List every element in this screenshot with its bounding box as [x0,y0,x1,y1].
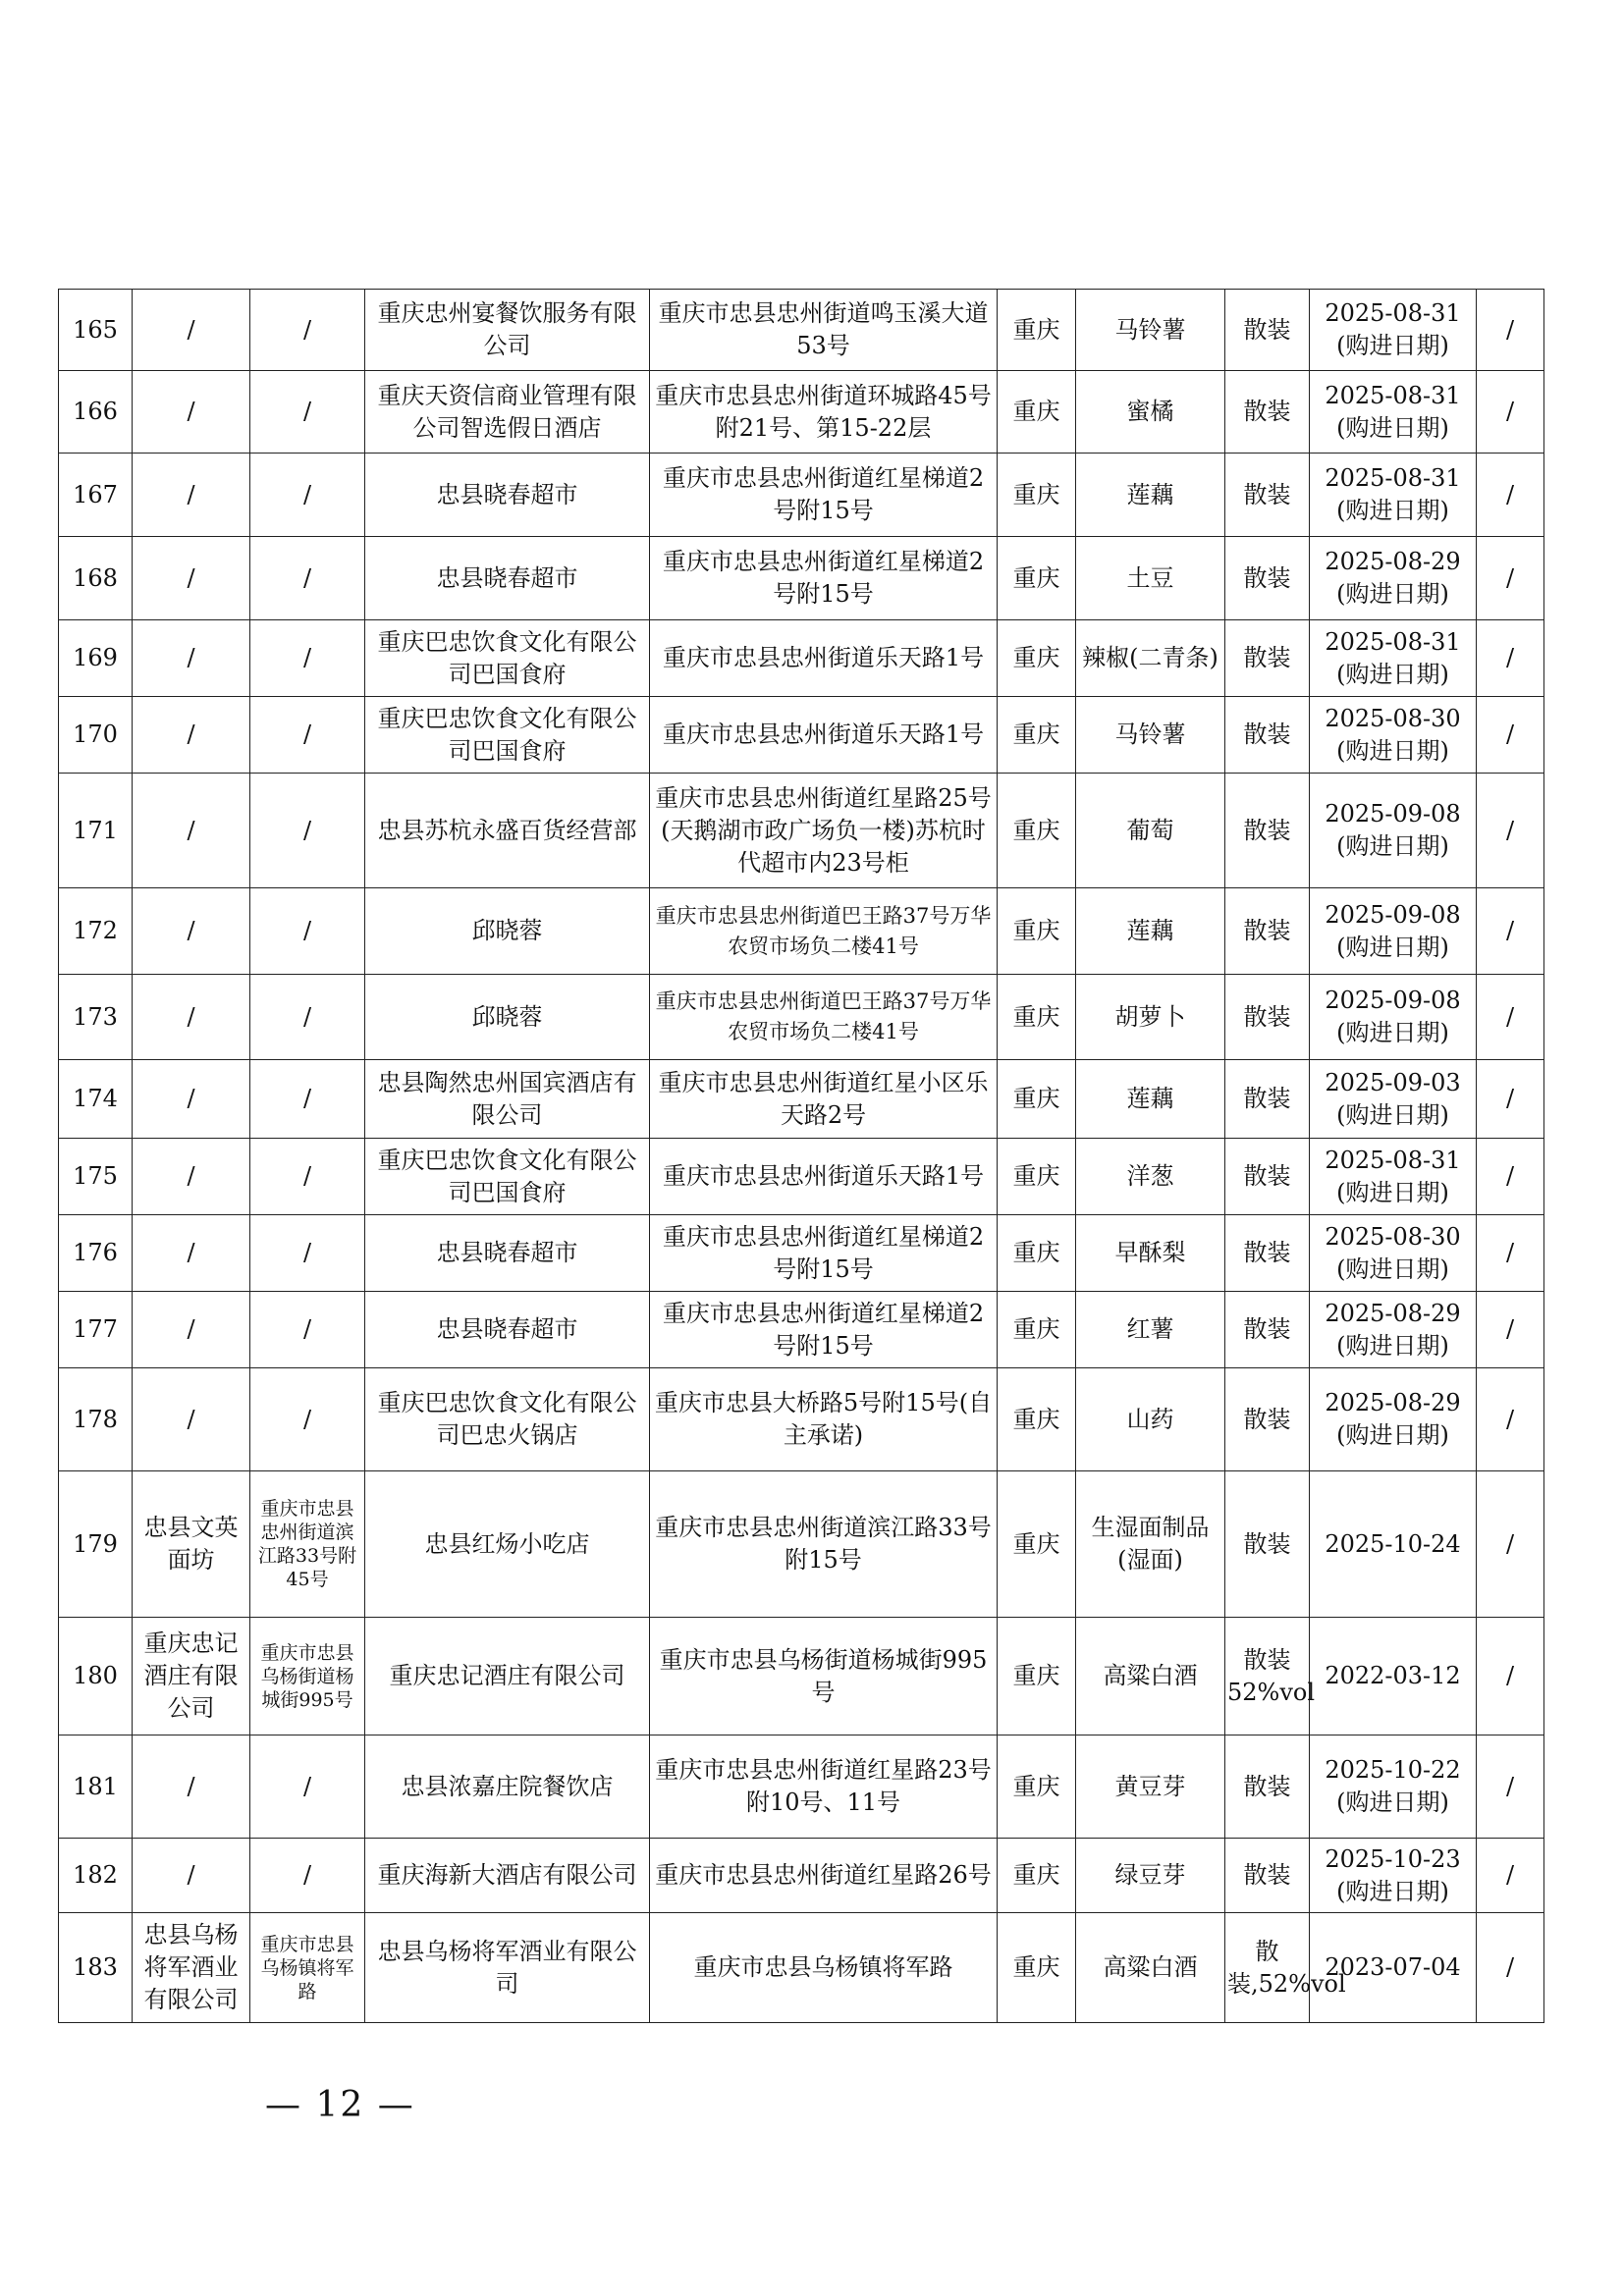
seller-address: 重庆市忠县忠州街道巴王路37号万华农贸市场负二楼41号 [650,975,998,1060]
batch-number: / [1477,1060,1544,1139]
producer-address: / [250,454,365,537]
seller-name: 重庆巴忠饮食文化有限公司巴忠火锅店 [365,1368,650,1471]
producer-name: / [133,290,250,371]
date-note: (购进日期) [1336,1255,1449,1283]
producer-name: / [133,1839,250,1913]
production-date [1310,537,1477,620]
row-number: 170 [59,697,133,774]
seller-name: 忠县浓嘉庄院餐饮店 [365,1735,650,1839]
production-date [1310,975,1477,1060]
seller-name: 忠县苏杭永盛百货经营部 [365,774,650,888]
seller-address: 重庆市忠县大桥路5号附15号(自主承诺) [650,1368,998,1471]
seller-address: 重庆市忠县忠州街道滨江路33号附15号 [650,1471,998,1618]
producer-address: / [250,1735,365,1839]
seller-address: 重庆市忠县忠州街道红星梯道2号附15号 [650,1292,998,1368]
region: 重庆 [998,975,1076,1060]
producer-name: / [133,1139,250,1215]
food-name: 早酥梨 [1076,1215,1225,1292]
seller-name: 重庆巴忠饮食文化有限公司巴国食府 [365,697,650,774]
seller-name: 忠县红炀小吃店 [365,1471,650,1618]
date-note: (购进日期) [1336,497,1449,524]
food-name: 黄豆芽 [1076,1735,1225,1839]
row-number: 177 [59,1292,133,1368]
region: 重庆 [998,1292,1076,1368]
seller-address: 重庆市忠县忠州街道红星路25号(天鹅湖市政广场负一楼)苏杭时代超市内23号柜 [650,774,998,888]
producer-name: / [133,371,250,454]
batch-number: / [1477,1618,1544,1735]
date-value: 2025-09-03 [1325,1068,1461,1096]
region: 重庆 [998,774,1076,888]
specification: 散装 [1225,697,1310,774]
batch-number: / [1477,888,1544,975]
date-value: 2023-07-04 [1325,1953,1461,1981]
producer-address: 重庆市忠县乌杨街道杨城街995号 [250,1618,365,1735]
row-number: 171 [59,774,133,888]
food-name: 莲藕 [1076,454,1225,537]
table-row [59,1368,1544,1471]
producer-address: / [250,888,365,975]
row-number: 174 [59,1060,133,1139]
batch-number: / [1477,620,1544,697]
table-row [59,888,1544,975]
food-name: 生湿面制品(湿面) [1076,1471,1225,1618]
specification: 散装 [1225,1368,1310,1471]
date-value: 2025-10-22 [1325,1756,1461,1784]
producer-address: / [250,290,365,371]
date-value: 2025-08-29 [1325,548,1461,575]
specification: 散装 [1225,1839,1310,1913]
table-row [59,1839,1544,1913]
food-name: 山药 [1076,1368,1225,1471]
food-name: 莲藕 [1076,888,1225,975]
region: 重庆 [998,537,1076,620]
specification: 散装 [1225,1060,1310,1139]
seller-address: 重庆市忠县忠州街道红星路23号附10号、11号 [650,1735,998,1839]
specification: 散装 [1225,975,1310,1060]
production-date [1310,1913,1477,2023]
date-note: (购进日期) [1336,1019,1449,1046]
producer-address: / [250,975,365,1060]
table-row [59,1139,1544,1215]
food-name: 马铃薯 [1076,697,1225,774]
date-value: 2025-10-24 [1325,1529,1461,1558]
seller-address: 重庆市忠县忠州街道鸣玉溪大道53号 [650,290,998,371]
seller-name: 重庆忠记酒庄有限公司 [365,1618,650,1735]
date-value: 2025-08-31 [1325,381,1461,409]
date-value: 2025-08-30 [1325,704,1461,732]
row-number: 165 [59,290,133,371]
producer-name: / [133,1735,250,1839]
date-note: (购进日期) [1336,933,1449,961]
food-name: 土豆 [1076,537,1225,620]
date-note: (购进日期) [1336,832,1449,860]
food-name: 辣椒(二青条) [1076,620,1225,697]
row-number: 179 [59,1471,133,1618]
production-date [1310,290,1477,371]
region: 重庆 [998,1139,1076,1215]
seller-address: 重庆市忠县忠州街道红星梯道2号附15号 [650,1215,998,1292]
batch-number: / [1477,290,1544,371]
table-row [59,1215,1544,1292]
table-row [59,620,1544,697]
production-date [1310,774,1477,888]
producer-name: / [133,888,250,975]
batch-number: / [1477,1471,1544,1618]
seller-address: 重庆市忠县忠州街道红星梯道2号附15号 [650,454,998,537]
specification: 散装 [1225,1292,1310,1368]
seller-address: 重庆市忠县乌杨镇将军路 [650,1913,998,2023]
specification: 散装 [1225,290,1310,371]
producer-name: / [133,537,250,620]
date-value: 2025-08-30 [1325,1222,1461,1251]
date-value: 2025-08-31 [1325,464,1461,492]
sampling-results-table [58,289,1544,2023]
region: 重庆 [998,1215,1076,1292]
seller-name: 忠县晓春超市 [365,454,650,537]
date-value: 2025-08-29 [1325,1299,1461,1327]
batch-number: / [1477,1913,1544,2023]
date-note: (购进日期) [1336,1331,1449,1360]
row-number: 175 [59,1139,133,1215]
seller-name: 重庆巴忠饮食文化有限公司巴国食府 [365,1139,650,1215]
table-row [59,1618,1544,1735]
row-number: 183 [59,1913,133,2023]
seller-name: 忠县乌杨将军酒业有限公司 [365,1913,650,2023]
seller-name: 忠县晓春超市 [365,1215,650,1292]
producer-address: 重庆市忠县忠州街道滨江路33号附45号 [250,1471,365,1618]
food-name: 葡萄 [1076,774,1225,888]
seller-address: 重庆市忠县忠州街道乐天路1号 [650,697,998,774]
seller-name: 忠县陶然忠州国宾酒店有限公司 [365,1060,650,1139]
specification: 散装 [1225,888,1310,975]
batch-number: / [1477,1368,1544,1471]
specification: 散装 [1225,1215,1310,1292]
production-date [1310,888,1477,975]
producer-name: / [133,1215,250,1292]
production-date [1310,1471,1477,1618]
row-number: 182 [59,1839,133,1913]
producer-address: / [250,1215,365,1292]
date-note: (购进日期) [1336,1789,1449,1816]
date-value: 2025-09-08 [1325,800,1461,828]
producer-address: / [250,774,365,888]
food-name: 红薯 [1076,1292,1225,1368]
seller-name: 忠县晓春超市 [365,1292,650,1368]
seller-name: 重庆天资信商业管理有限公司智选假日酒店 [365,371,650,454]
specification: 散装 [1225,454,1310,537]
batch-number: / [1477,454,1544,537]
production-date [1310,1215,1477,1292]
seller-address: 重庆市忠县乌杨街道杨城街995号 [650,1618,998,1735]
batch-number: / [1477,1215,1544,1292]
date-note: (购进日期) [1336,1877,1449,1905]
date-note: (购进日期) [1336,1178,1449,1206]
seller-address: 重庆市忠县忠州街道红星路26号 [650,1839,998,1913]
producer-address: / [250,537,365,620]
date-value: 2025-08-29 [1325,1389,1461,1416]
production-date [1310,454,1477,537]
table-row [59,537,1544,620]
producer-name: / [133,774,250,888]
batch-number: / [1477,1292,1544,1368]
specification: 散装 [1225,371,1310,454]
seller-address: 重庆市忠县忠州街道乐天路1号 [650,1139,998,1215]
date-note: (购进日期) [1336,1421,1449,1449]
specification: 散装 [1225,1735,1310,1839]
producer-address: / [250,1292,365,1368]
food-name: 胡萝卜 [1076,975,1225,1060]
specification: 散装 [1225,774,1310,888]
row-number: 181 [59,1735,133,1839]
producer-name: 忠县文英面坊 [133,1471,250,1618]
date-value: 2025-08-31 [1325,299,1461,327]
region: 重庆 [998,1368,1076,1471]
table-row [59,371,1544,454]
seller-name: 邱晓蓉 [365,888,650,975]
date-note: (购进日期) [1336,736,1449,765]
date-value: 2025-09-08 [1325,987,1461,1014]
production-date [1310,1839,1477,1913]
specification: 散装 [1225,1471,1310,1618]
producer-address: / [250,371,365,454]
table-row [59,975,1544,1060]
region: 重庆 [998,1060,1076,1139]
region: 重庆 [998,1913,1076,2023]
date-note: (购进日期) [1336,332,1449,359]
producer-address: / [250,620,365,697]
table-row [59,1471,1544,1618]
table-row [59,774,1544,888]
specification: 散装 [1225,1139,1310,1215]
production-date [1310,1368,1477,1471]
row-number: 180 [59,1618,133,1735]
row-number: 178 [59,1368,133,1471]
producer-name: / [133,697,250,774]
food-name: 高粱白酒 [1076,1618,1225,1735]
producer-address: / [250,1839,365,1913]
batch-number: / [1477,975,1544,1060]
producer-address: / [250,1139,365,1215]
date-value: 2025-09-08 [1325,900,1461,929]
producer-address: / [250,697,365,774]
row-number: 176 [59,1215,133,1292]
batch-number: / [1477,1139,1544,1215]
date-value: 2025-08-31 [1325,627,1461,656]
date-note: (购进日期) [1336,413,1449,442]
producer-name: / [133,1368,250,1471]
seller-address: 重庆市忠县忠州街道环城路45号附21号、第15-22层 [650,371,998,454]
table-row [59,290,1544,371]
specification: 散装 [1225,537,1310,620]
specification: 散装 [1225,620,1310,697]
date-note: (购进日期) [1336,660,1449,688]
producer-address: / [250,1060,365,1139]
seller-name: 重庆巴忠饮食文化有限公司巴国食府 [365,620,650,697]
region: 重庆 [998,888,1076,975]
region: 重庆 [998,620,1076,697]
row-number: 172 [59,888,133,975]
production-date [1310,697,1477,774]
producer-name: / [133,620,250,697]
food-name: 绿豆芽 [1076,1839,1225,1913]
seller-address: 重庆市忠县忠州街道巴王路37号万华农贸市场负二楼41号 [650,888,998,975]
producer-name: 重庆忠记酒庄有限公司 [133,1618,250,1735]
producer-address: 重庆市忠县乌杨镇将军路 [250,1913,365,2023]
batch-number: / [1477,537,1544,620]
producer-name: / [133,454,250,537]
region: 重庆 [998,697,1076,774]
table-row [59,1292,1544,1368]
specification: 散装,52%vol [1225,1913,1310,2023]
production-date [1310,620,1477,697]
producer-name: / [133,1060,250,1139]
seller-address: 重庆市忠县忠州街道红星小区乐天路2号 [650,1060,998,1139]
food-name: 蜜橘 [1076,371,1225,454]
production-date [1310,371,1477,454]
production-date [1310,1292,1477,1368]
page-number: — 12 — [265,2085,415,2125]
food-name: 洋葱 [1076,1139,1225,1215]
food-name: 莲藕 [1076,1060,1225,1139]
region: 重庆 [998,290,1076,371]
region: 重庆 [998,1839,1076,1913]
producer-address: / [250,1368,365,1471]
batch-number: / [1477,1735,1544,1839]
production-date [1310,1735,1477,1839]
row-number: 166 [59,371,133,454]
region: 重庆 [998,1618,1076,1735]
date-value: 2025-10-23 [1325,1844,1461,1873]
region: 重庆 [998,371,1076,454]
production-date [1310,1618,1477,1735]
production-date [1310,1060,1477,1139]
region: 重庆 [998,1471,1076,1618]
specification: 散装52%vol [1225,1618,1310,1735]
seller-address: 重庆市忠县忠州街道红星梯道2号附15号 [650,537,998,620]
table-row [59,1913,1544,2023]
seller-name: 重庆忠州宴餐饮服务有限公司 [365,290,650,371]
table-row [59,454,1544,537]
region: 重庆 [998,454,1076,537]
date-value: 2022-03-12 [1325,1662,1461,1689]
producer-name: / [133,975,250,1060]
seller-address: 重庆市忠县忠州街道乐天路1号 [650,620,998,697]
table-row [59,697,1544,774]
batch-number: / [1477,774,1544,888]
batch-number: / [1477,371,1544,454]
table-row [59,1060,1544,1139]
batch-number: / [1477,697,1544,774]
producer-name: 忠县乌杨将军酒业有限公司 [133,1913,250,2023]
row-number: 169 [59,620,133,697]
seller-name: 忠县晓春超市 [365,537,650,620]
table-row [59,1735,1544,1839]
date-value: 2025-08-31 [1325,1146,1461,1174]
date-note: (购进日期) [1336,580,1449,608]
seller-name: 邱晓蓉 [365,975,650,1060]
region: 重庆 [998,1735,1076,1839]
production-date [1310,1139,1477,1215]
row-number: 173 [59,975,133,1060]
date-note: (购进日期) [1336,1100,1449,1129]
row-number: 167 [59,454,133,537]
food-name: 高粱白酒 [1076,1913,1225,2023]
producer-name: / [133,1292,250,1368]
row-number: 168 [59,537,133,620]
seller-name: 重庆海新大酒店有限公司 [365,1839,650,1913]
food-name: 马铃薯 [1076,290,1225,371]
batch-number: / [1477,1839,1544,1913]
